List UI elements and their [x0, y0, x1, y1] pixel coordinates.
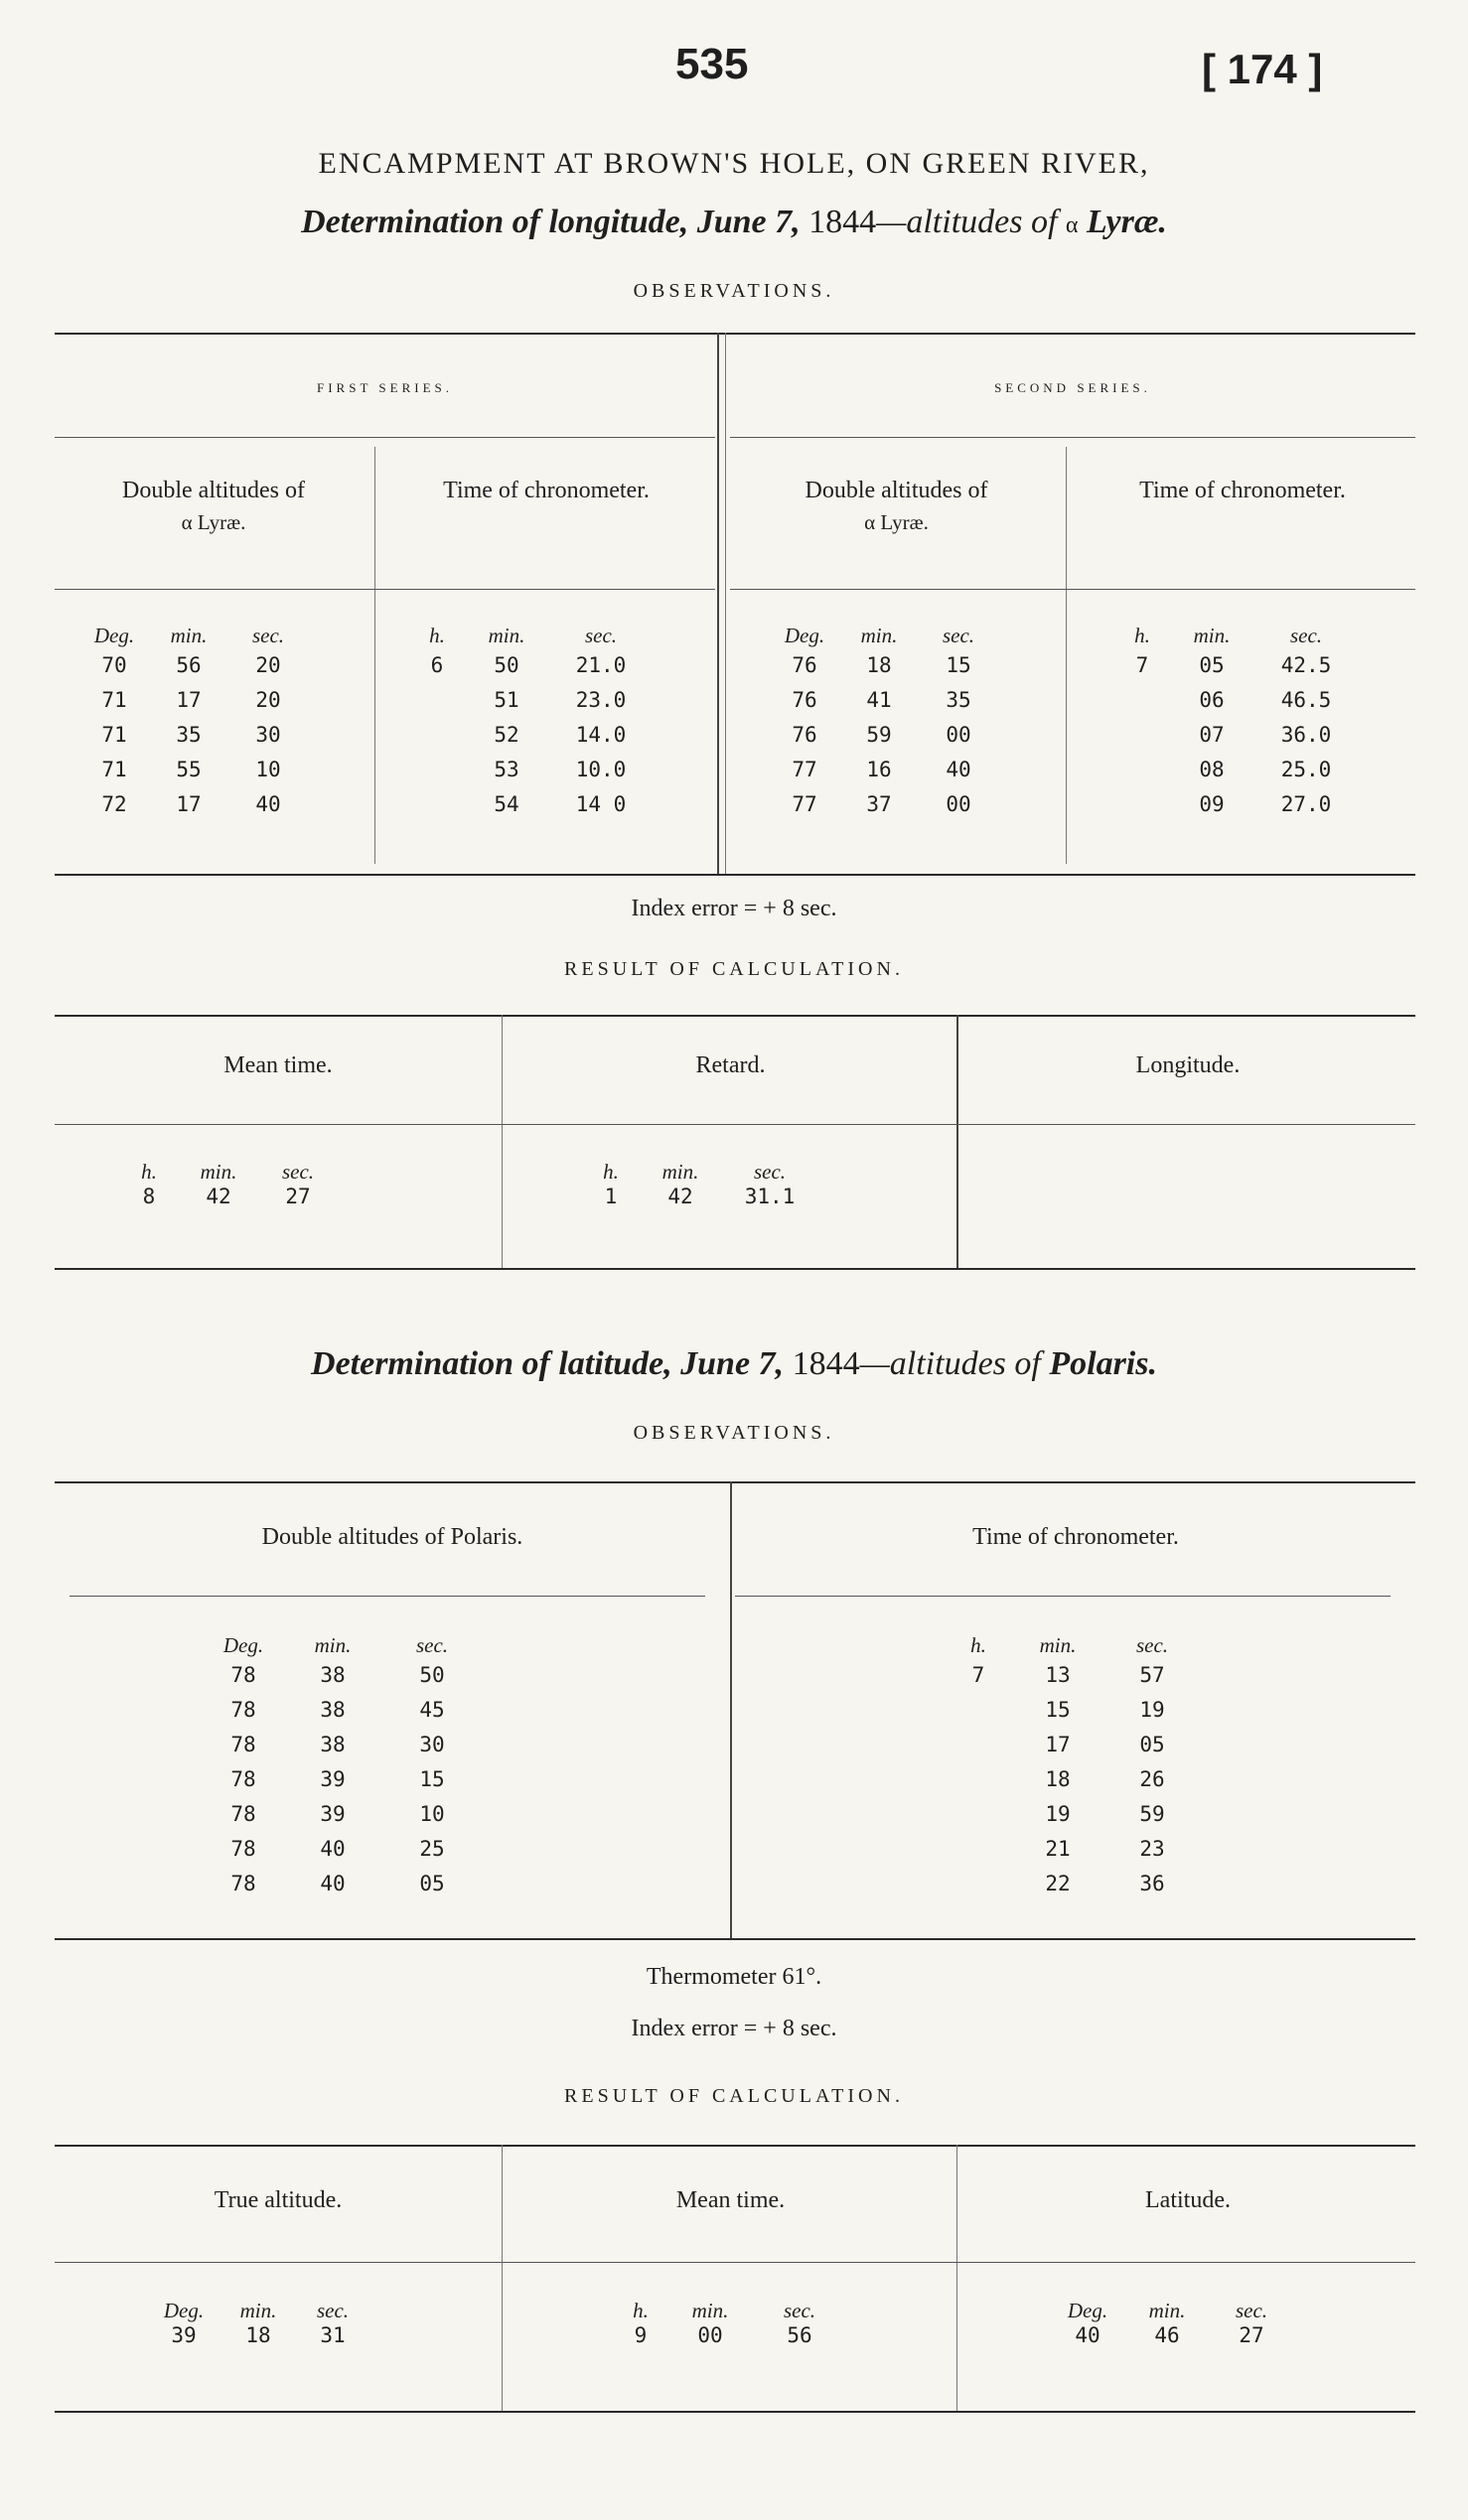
- unit-h: h.: [1134, 624, 1150, 647]
- table-cell: 23.0: [575, 688, 627, 712]
- units-row: [79, 624, 338, 648]
- table-cell: [407, 683, 467, 718]
- table-cell: 18: [866, 653, 892, 677]
- unit-deg: Deg.: [222, 1633, 264, 1657]
- result-mean-time-values: [119, 1185, 377, 1208]
- table-cell: 15: [1045, 1698, 1071, 1722]
- table-cell: 35: [946, 688, 971, 712]
- second-altitudes-block: [770, 624, 1028, 822]
- value-deg: 39: [171, 2323, 197, 2347]
- first-altitudes-header: [55, 475, 372, 538]
- longitude-title-alpha: α: [1065, 212, 1079, 238]
- second-series-label: SECOND SERIES.: [994, 380, 1151, 395]
- table-cell: 10: [255, 758, 281, 781]
- polaris-time-row: [949, 1832, 1217, 1867]
- polaris-altitude-row: [204, 1797, 502, 1832]
- first-altitude-row: [79, 683, 338, 718]
- value-h: 8: [142, 1185, 156, 1208]
- unit-sec: sec.: [1135, 1633, 1169, 1657]
- result-retard-block: [581, 1160, 859, 1208]
- unit-min: min.: [661, 1160, 699, 1184]
- latitude-title-year: 1844: [792, 1345, 860, 1382]
- table-cell: 26: [1139, 1767, 1165, 1791]
- table-cell: 70: [101, 653, 127, 677]
- bracket-page-number: [ 174 ]: [1202, 46, 1323, 92]
- table-cell: 21.0: [575, 653, 627, 677]
- result-mean-time-block: [119, 1160, 377, 1208]
- header-text: Double altitudes of: [122, 478, 305, 503]
- table-cell: 39: [320, 1767, 346, 1791]
- table-cell: 42.5: [1280, 653, 1332, 677]
- table-cell: 41: [866, 688, 892, 712]
- longitude-title-date: June 7,: [696, 204, 801, 240]
- table-cell: 71: [101, 688, 127, 712]
- units-row: [407, 624, 685, 648]
- second-altitudes-header: [730, 475, 1063, 538]
- first-time-row: [407, 718, 685, 753]
- second-altitude-row: [770, 683, 1028, 718]
- series-divider: [717, 333, 719, 874]
- value-min: 46: [1154, 2323, 1180, 2347]
- table-cell: 57: [1139, 1663, 1165, 1687]
- unit-sec: sec.: [415, 1633, 449, 1657]
- second-altitude-row: [770, 787, 1028, 822]
- first-time-row: [407, 753, 685, 787]
- unit-min: min.: [314, 1633, 352, 1657]
- first-altitude-row: [79, 718, 338, 753]
- longitude-index-error: Index error = + 8 sec.: [631, 896, 837, 921]
- table-cell: 53: [494, 758, 519, 781]
- table-cell: 72: [101, 792, 127, 816]
- table-cell: 05: [1199, 653, 1225, 677]
- table-cell: 40: [320, 1837, 346, 1861]
- table-cell: [1112, 753, 1172, 787]
- table-cell: [1112, 683, 1172, 718]
- unit-h: h.: [141, 1160, 157, 1184]
- result-rule-top: [55, 1015, 1415, 1017]
- value-min: 18: [245, 2323, 271, 2347]
- first-series-rule: [55, 437, 715, 438]
- table-cell: [1112, 718, 1172, 753]
- lat-result-rule-top: [55, 2145, 1415, 2147]
- unit-min: min.: [488, 624, 525, 647]
- table-cell: 36.0: [1280, 723, 1332, 747]
- value-min: 42: [667, 1185, 693, 1208]
- page-number: 535: [675, 40, 749, 88]
- units-row: [1053, 2299, 1321, 2323]
- units-row: [149, 2299, 407, 2323]
- longitude-title-rest: —altitudes of: [876, 204, 1058, 240]
- table-cell: 46.5: [1280, 688, 1332, 712]
- table-cell: 21: [1045, 1837, 1071, 1861]
- polaris-time-row: [949, 1693, 1217, 1728]
- longitude-result-label: RESULT OF CALCULATION.: [564, 958, 904, 980]
- unit-min: min.: [1193, 624, 1231, 647]
- latitude-title-main: Determination of latitude,: [311, 1345, 672, 1382]
- longitude-title-star: Lyræ.: [1087, 204, 1167, 240]
- unit-min: min.: [860, 624, 898, 647]
- polaris-altitude-row: [204, 1832, 502, 1867]
- second-series-rule: [730, 437, 1415, 438]
- result-header-rule: [55, 1124, 1415, 1125]
- latitude-title-star: Polaris.: [1049, 1345, 1157, 1382]
- table-cell: 09: [1199, 792, 1225, 816]
- table-cell: 17: [176, 688, 202, 712]
- unit-h: h.: [603, 1160, 619, 1184]
- polaris-time-row: [949, 1797, 1217, 1832]
- table-cell: 15: [946, 653, 971, 677]
- table-cell: 51: [494, 688, 519, 712]
- value-sec: 27: [285, 1185, 311, 1208]
- page-heading: ENCAMPMENT AT BROWN'S HOLE, ON GREEN RIVER,: [318, 147, 1150, 180]
- table-cell: 59: [1139, 1802, 1165, 1826]
- polaris-time-row: [949, 1728, 1217, 1762]
- first-altitudes-block: [79, 624, 338, 822]
- table-cell: 50: [419, 1663, 445, 1687]
- unit-sec: sec.: [316, 2299, 350, 2322]
- units-row: [616, 2299, 874, 2323]
- polaris-time-row: [949, 1762, 1217, 1797]
- table-cell: 08: [1199, 758, 1225, 781]
- first-times-header: Time of chronometer.: [443, 478, 650, 503]
- table-cell: [949, 1797, 1008, 1832]
- first-series-col-divider: [374, 447, 375, 864]
- first-altitude-row: [79, 753, 338, 787]
- value-sec: 31: [320, 2323, 346, 2347]
- header-star: α Lyræ.: [864, 510, 929, 534]
- unit-sec: sec.: [753, 1160, 787, 1184]
- table-rule-bottom: [55, 874, 1415, 876]
- lat-times-block: [949, 1633, 1217, 1901]
- table-cell: 7: [971, 1663, 985, 1687]
- unit-min: min.: [170, 624, 208, 647]
- second-time-row: [1112, 683, 1391, 718]
- table-cell: 38: [320, 1733, 346, 1756]
- table-cell: 71: [101, 758, 127, 781]
- table-cell: 40: [255, 792, 281, 816]
- unit-min: min.: [691, 2299, 729, 2322]
- table-cell: 77: [792, 792, 817, 816]
- unit-min: min.: [1039, 1633, 1077, 1657]
- lat-result-true-altitude-values: [149, 2323, 407, 2347]
- table-cell: 05: [1139, 1733, 1165, 1756]
- result-divider-1: [502, 1015, 503, 1268]
- table-cell: 35: [176, 723, 202, 747]
- lat-result-header-latitude: Latitude.: [1145, 2187, 1231, 2213]
- first-header-rule: [55, 589, 715, 590]
- second-time-row: [1112, 648, 1391, 683]
- table-cell: 06: [1199, 688, 1225, 712]
- second-times-block: [1112, 624, 1391, 822]
- thermometer-note: Thermometer 61°.: [646, 1964, 822, 1990]
- latitude-title-rest: —altitudes of: [859, 1345, 1041, 1382]
- table-cell: [407, 753, 467, 787]
- table-cell: 59: [866, 723, 892, 747]
- table-cell: 13: [1045, 1663, 1071, 1687]
- table-cell: [407, 718, 467, 753]
- lat-result-mean-time-block: [616, 2299, 874, 2347]
- unit-sec: sec.: [942, 624, 975, 647]
- table-cell: 19: [1139, 1698, 1165, 1722]
- table-cell: 37: [866, 792, 892, 816]
- value-min: 42: [206, 1185, 231, 1208]
- table-cell: 45: [419, 1698, 445, 1722]
- units-row: [1112, 624, 1391, 648]
- table-cell: 14 0: [575, 792, 627, 816]
- lat-result-divider-1: [502, 2145, 503, 2411]
- table-cell: 20: [255, 688, 281, 712]
- result-divider-2: [956, 1015, 958, 1268]
- table-cell: 30: [419, 1733, 445, 1756]
- lat-result-rule-bottom: [55, 2411, 1415, 2413]
- table-cell: 18: [1045, 1767, 1071, 1791]
- table-cell: 10: [419, 1802, 445, 1826]
- table-cell: 23: [1139, 1837, 1165, 1861]
- lat-col-divider: [730, 1481, 732, 1938]
- lat-result-header-mean-time: Mean time.: [675, 2187, 786, 2213]
- table-cell: [407, 787, 467, 822]
- latitude-index-error: Index error = + 8 sec.: [631, 2016, 837, 2041]
- table-cell: 71: [101, 723, 127, 747]
- table-cell: 22: [1045, 1872, 1071, 1895]
- lat-result-divider-2: [956, 2145, 957, 2411]
- table-cell: 38: [320, 1698, 346, 1722]
- table-cell: 76: [792, 723, 817, 747]
- lat-times-header: Time of chronometer.: [972, 1524, 1179, 1550]
- table-cell: 7: [1135, 653, 1149, 677]
- unit-min: min.: [1148, 2299, 1186, 2322]
- result-header-longitude: Longitude.: [1135, 1052, 1241, 1078]
- table-cell: 54: [494, 792, 519, 816]
- table-cell: 17: [176, 792, 202, 816]
- first-times-block: [407, 624, 685, 822]
- value-sec: 27: [1239, 2323, 1264, 2347]
- table-cell: 39: [320, 1802, 346, 1826]
- first-time-row: [407, 648, 685, 683]
- table-cell: 78: [230, 1663, 256, 1687]
- lat-result-latitude-values: [1053, 2323, 1321, 2347]
- table-cell: 25.0: [1280, 758, 1332, 781]
- latitude-title: [0, 1345, 1468, 1383]
- unit-deg: Deg.: [93, 624, 135, 647]
- table-cell: 30: [255, 723, 281, 747]
- latitude-result-label: RESULT OF CALCULATION.: [564, 2085, 904, 2107]
- value-h: 1: [604, 1185, 618, 1208]
- table-cell: 78: [230, 1733, 256, 1756]
- lat-time-header-rule: [735, 1596, 1391, 1597]
- second-altitude-row: [770, 718, 1028, 753]
- latitude-observations-label: OBSERVATIONS.: [633, 1422, 835, 1444]
- second-series-col-divider: [1066, 447, 1067, 864]
- table-cell: 14.0: [575, 723, 627, 747]
- value-sec: 31.1: [744, 1185, 796, 1208]
- result-header-retard: Retard.: [695, 1052, 766, 1078]
- second-times-header: Time of chronometer.: [1139, 478, 1346, 503]
- result-header-mean-time: Mean time.: [223, 1052, 333, 1078]
- table-cell: 40: [320, 1872, 346, 1895]
- table-cell: 10.0: [575, 758, 627, 781]
- table-cell: 78: [230, 1837, 256, 1861]
- polaris-time-row: [949, 1658, 1217, 1693]
- value-deg: 40: [1075, 2323, 1101, 2347]
- table-cell: 25: [419, 1837, 445, 1861]
- unit-h: h.: [970, 1633, 986, 1657]
- lat-result-latitude-block: [1053, 2299, 1321, 2347]
- value-min: 00: [697, 2323, 723, 2347]
- first-altitude-row: [79, 787, 338, 822]
- table-cell: 52: [494, 723, 519, 747]
- lat-table-rule-top: [55, 1481, 1415, 1483]
- series-divider-inner: [725, 333, 726, 874]
- table-cell: 05: [419, 1872, 445, 1895]
- lat-alt-header-rule: [70, 1596, 705, 1597]
- second-time-row: [1112, 787, 1391, 822]
- unit-h: h.: [633, 2299, 649, 2322]
- result-retard-values: [581, 1185, 859, 1208]
- table-cell: [949, 1728, 1008, 1762]
- lat-table-rule-bottom: [55, 1938, 1415, 1940]
- table-cell: 17: [1045, 1733, 1071, 1756]
- table-cell: 40: [946, 758, 971, 781]
- table-cell: 78: [230, 1767, 256, 1791]
- units-row: [581, 1160, 859, 1185]
- result-rule-bottom: [55, 1268, 1415, 1270]
- table-rule-top: [55, 333, 1415, 335]
- polaris-altitude-row: [204, 1762, 502, 1797]
- table-cell: 07: [1199, 723, 1225, 747]
- longitude-title: [0, 204, 1468, 241]
- unit-min: min.: [239, 2299, 277, 2322]
- unit-h: h.: [429, 624, 445, 647]
- units-row: [204, 1633, 502, 1658]
- table-cell: 27.0: [1280, 792, 1332, 816]
- lat-altitudes-block: [204, 1633, 502, 1901]
- table-cell: [949, 1832, 1008, 1867]
- polaris-altitude-row: [204, 1728, 502, 1762]
- header-star: α Lyræ.: [181, 510, 246, 534]
- table-cell: 77: [792, 758, 817, 781]
- table-cell: 78: [230, 1698, 256, 1722]
- unit-min: min.: [200, 1160, 237, 1184]
- table-cell: 78: [230, 1802, 256, 1826]
- second-altitude-row: [770, 648, 1028, 683]
- unit-sec: sec.: [251, 624, 285, 647]
- table-cell: 55: [176, 758, 202, 781]
- polaris-altitude-row: [204, 1693, 502, 1728]
- table-cell: [949, 1693, 1008, 1728]
- table-cell: [949, 1867, 1008, 1901]
- lat-altitudes-header: Double altitudes of Polaris.: [261, 1524, 523, 1550]
- table-cell: 36: [1139, 1872, 1165, 1895]
- units-row: [770, 624, 1028, 648]
- first-altitude-row: [79, 648, 338, 683]
- second-header-rule: [730, 589, 1415, 590]
- polaris-altitude-row: [204, 1658, 502, 1693]
- value-h: 9: [634, 2323, 648, 2347]
- table-cell: 6: [430, 653, 444, 677]
- lat-result-header-rule: [55, 2262, 1415, 2263]
- unit-sec: sec.: [1289, 624, 1323, 647]
- unit-deg: Deg.: [163, 2299, 205, 2322]
- table-cell: 15: [419, 1767, 445, 1791]
- value-sec: 56: [787, 2323, 812, 2347]
- first-series-label: FIRST SERIES.: [316, 380, 453, 395]
- longitude-title-main: Determination of longitude,: [301, 204, 689, 240]
- table-cell: 76: [792, 688, 817, 712]
- lat-result-header-true-altitude: True altitude.: [214, 2187, 343, 2213]
- table-cell: 38: [320, 1663, 346, 1687]
- table-cell: 00: [946, 792, 971, 816]
- unit-deg: Deg.: [784, 624, 825, 647]
- header-text: Double altitudes of: [805, 478, 988, 503]
- units-row: [119, 1160, 377, 1185]
- latitude-title-date: June 7,: [680, 1345, 785, 1382]
- lat-result-mean-time-values: [616, 2323, 874, 2347]
- units-row: [949, 1633, 1217, 1658]
- table-cell: 78: [230, 1872, 256, 1895]
- longitude-observations-label: OBSERVATIONS.: [633, 280, 835, 302]
- table-cell: 76: [792, 653, 817, 677]
- table-cell: [949, 1762, 1008, 1797]
- table-cell: 56: [176, 653, 202, 677]
- table-cell: 50: [494, 653, 519, 677]
- unit-sec: sec.: [783, 2299, 816, 2322]
- table-cell: 16: [866, 758, 892, 781]
- unit-sec: sec.: [584, 624, 618, 647]
- table-cell: 20: [255, 653, 281, 677]
- unit-sec: sec.: [1235, 2299, 1268, 2322]
- table-cell: 19: [1045, 1802, 1071, 1826]
- second-altitude-row: [770, 753, 1028, 787]
- polaris-time-row: [949, 1867, 1217, 1901]
- lat-result-true-altitude-block: [149, 2299, 407, 2347]
- longitude-title-year: 1844: [808, 204, 877, 240]
- unit-sec: sec.: [281, 1160, 315, 1184]
- first-time-row: [407, 787, 685, 822]
- table-cell: [1112, 787, 1172, 822]
- first-time-row: [407, 683, 685, 718]
- polaris-altitude-row: [204, 1867, 502, 1901]
- table-cell: 00: [946, 723, 971, 747]
- second-time-row: [1112, 753, 1391, 787]
- second-time-row: [1112, 718, 1391, 753]
- unit-deg: Deg.: [1067, 2299, 1108, 2322]
